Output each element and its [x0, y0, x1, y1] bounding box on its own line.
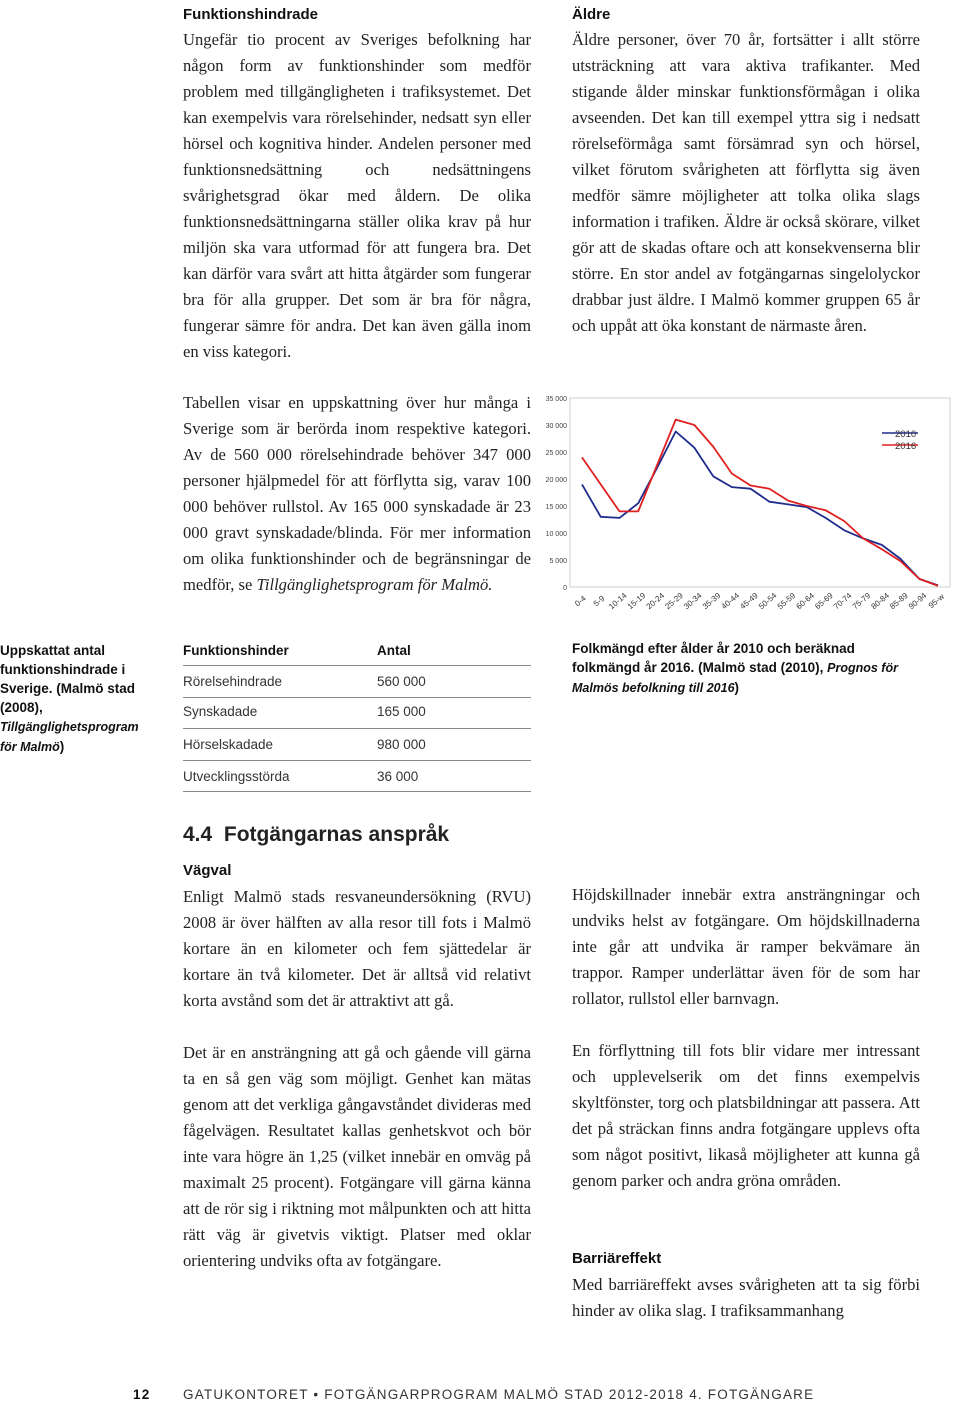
series-line-2010	[582, 432, 938, 586]
funktionshinder-table	[183, 640, 531, 795]
section-title-text: Fotgängarnas anspråk	[223, 823, 450, 846]
vagval-heading: Vägval	[183, 862, 232, 879]
x-tick-label: 0-4	[573, 593, 588, 609]
chart-caption-bold: Folkmängd efter ålder år 2010 och beräknad folkmängd år 2016.	[572, 641, 855, 675]
footer-org: GATUKONTORET	[183, 1387, 309, 1402]
table-divider	[183, 760, 531, 761]
table-divider	[183, 728, 531, 729]
x-tick-label: 20-24	[644, 591, 667, 612]
y-tick-label: 25 000	[545, 450, 567, 457]
table-cell-count: 980 000	[377, 737, 426, 752]
x-tick-label: 90-94	[906, 591, 929, 612]
barriar-text	[572, 1272, 920, 1324]
vagval-paragraph-1: Enligt Malmö stads resvaneundersökning (RVU) 2008 är över hälften av alla resor till fots i Malmö kortare än en kilometer och fem sjättedelar är kortare än två kilometer. Det är alltså vid relativt korta avstånd som det är attraktivt att gå.	[183, 887, 531, 1010]
section-title	[183, 823, 449, 847]
y-tick-label: 10 000	[545, 531, 567, 538]
table-cell-count: 36 000	[377, 769, 419, 784]
population-chart	[540, 380, 960, 630]
forflyttning-paragraph: En förflyttning till fots blir vidare mer intressant och upplevelserik om det finns exempelvis skyltfönster, torg och platsbildningar att passera. Att det på sträckan finns andra fotgängare upplevs ofta som något positivt, likaså möjligheter att kunna gå genom parker och andra gröna områden.	[572, 1041, 920, 1190]
x-tick-label: 15-19	[625, 591, 648, 612]
aldre-text	[572, 27, 920, 339]
x-tick-label: 50-54	[757, 591, 779, 612]
table-cell-category: Synskadade	[183, 704, 258, 719]
funktionshindrade-paragraph: Ungefär tio procent av Sveriges befolkning har någon form av funktionshinder som medför problem med tillgängligheten i trafiksystemet. Det kan exempelvis vara rörelsehinder, nedsatt syn eller hörsel och kognitiva hinder. Andelen personer med funktionsnedsättning och nedsättningens svårighetsgrad ökar med åldern. De olika funktionsnedsättningarna ställer olika krav på hur miljön ska vara utformad för att fungera bra. Det kan därför vara svårt att hitta åtgärder som fungerar bra för alla grupper. Det som är bra för några, fungerar sämre för andra. Det kan även gälla inom en viss kategori.	[183, 30, 531, 361]
hojdskillnader-text	[572, 882, 920, 1194]
x-tick-label: 85-89	[888, 591, 910, 612]
footer-title: FOTGÄNGARPROGRAM MALMÖ STAD 2012-2018 4. FOTGÄNGARE	[324, 1387, 815, 1402]
plot-area	[570, 398, 950, 587]
y-tick-label: 20 000	[545, 477, 567, 484]
table-divider	[183, 697, 531, 698]
y-tick-label: 30 000	[545, 423, 567, 430]
legend-label-2016: 2016	[895, 441, 917, 452]
chart-caption-italic: Prognos för Malmös befolkning till 2016	[572, 661, 898, 695]
x-tick-label: 55-59	[775, 591, 798, 612]
page-number: 12	[133, 1387, 151, 1402]
y-tick-label: 15 000	[545, 504, 567, 511]
section-number: 4.4	[183, 823, 213, 846]
chart-caption-end: )	[734, 680, 740, 695]
table-cell-category: Utvecklingsstörda	[183, 769, 290, 784]
y-axis	[546, 396, 568, 592]
table-cell-category: Hörselskadade	[183, 737, 274, 752]
table-cell-count: 560 000	[377, 674, 426, 689]
footer-bullet: •	[313, 1387, 320, 1402]
x-tick-label: 60-64	[794, 591, 816, 612]
table-divider	[183, 791, 531, 792]
table-caption-end: )	[59, 739, 65, 754]
x-tick-label: 75-79	[850, 591, 873, 612]
chart-caption-source: (Malmö stad (2010),	[698, 660, 824, 675]
barriar-heading: Barriäreffekt	[572, 1250, 662, 1267]
table-intro-paragraph	[183, 390, 531, 598]
x-tick-label: 5-9	[591, 593, 607, 609]
x-tick-label: 95-w	[926, 592, 946, 611]
barriar-paragraph: Med barriäreffekt avses svårigheten att ta sig förbi hinder av olika slag. I trafiksammanhang	[572, 1275, 920, 1320]
x-tick-label: 30-34	[682, 591, 704, 612]
funktionshindrade-heading: Funktionshindrade	[183, 6, 318, 23]
x-tick-label: 80-84	[869, 591, 891, 612]
aldre-paragraph: Äldre personer, över 70 år, fortsätter i allt större utsträckning att vara aktiva trafikanter. Med stigande ålder minskar funktionsförmågan i olika avseenden. Det kan till exempel yttra sig i nedsatt rörelseförmåga samt försämrad syn och hörsel, vilket förutom svårigheten att förflytta sig även medför sämre möjligheter att tolka olika slags information i trafiken. Äldre är också skörare, vilket gör att de skadas oftare och att konsekvenserna blir större. En stor andel av fotgängarnas singelolyckor drabbar just äldre. I Malmö kommer gruppen 65 år och uppåt att öka konstant de närmaste åren.	[572, 30, 920, 335]
table-intro-text: Tabellen visar en uppskattning över hur många i Sverige som är berörda inom respektive kategori. Av de 560 000 rörelsehindrade behöver 347 000 personer hjälpmedel för att förflytta sig, varav 100 000 behöver rullstol. Av 165 000 synskadade är 23 000 gravt synskadade/blinda. För mer information om olika funktionshinder och de begränsningar de medför, se	[183, 393, 531, 594]
x-tick-label: 35-39	[700, 591, 723, 612]
y-tick-label: 35 000	[545, 396, 567, 403]
table-caption	[0, 641, 140, 757]
table-intro	[183, 390, 531, 598]
tillganglighetsprogram-link[interactable]: Tillgänglighetsprogram för Malmö.	[256, 575, 493, 594]
x-tick-label: 10-14	[607, 591, 629, 612]
chart-caption	[572, 639, 912, 698]
table-header-funktionshinder: Funktionshinder	[183, 643, 289, 658]
funktionshindrade-text	[183, 27, 531, 365]
x-axis	[573, 591, 946, 611]
legend-label-2010: 2010	[895, 429, 917, 440]
vagval-text	[183, 884, 531, 1274]
footer-text	[183, 1387, 814, 1402]
y-tick-label: 5 000	[549, 558, 567, 565]
aldre-heading: Äldre	[572, 6, 611, 23]
table-caption-source: (Malmö stad (2008),	[0, 681, 136, 715]
hojdskillnader-paragraph: Höjdskillnader innebär extra ansträngningar och undviks helst av fotgängare. Om höjdskillnaderna inte går att undvika är ramper bekvämare än trappor. Ramper underlättar även för de som har rollator, rullstol eller barnvagn.	[572, 885, 920, 1008]
x-tick-label: 70-74	[831, 591, 854, 612]
x-tick-label: 40-44	[719, 591, 742, 612]
table-divider	[183, 665, 531, 666]
chart-legend	[882, 429, 918, 452]
x-tick-label: 65-69	[813, 591, 835, 612]
x-tick-label: 25-29	[663, 591, 685, 612]
table-header-antal: Antal	[377, 643, 411, 658]
table-caption-bold: Uppskattat antal funktionshindrade i Sverige.	[0, 643, 126, 696]
y-tick-label: 0	[563, 585, 567, 592]
vagval-paragraph-2: Det är en ansträngning att gå och gående vill gärna ta en så gen väg som möjligt. Genhet kan mätas genom att det verkliga gångavståndet divideras med fågelvägen. Resultatet kallas genhetskvot och bör inte vara högre än 1,25 (vilket innebär en omväg på maximalt 25 procent). Fotgängare vill gärna känna att de rör sig i riktning mot målpunkten och att hitta rätt väg är givetvis viktigt. Platser med oklar orientering undviks ofta av fotgängare.	[183, 1043, 531, 1270]
table-caption-italic: Tillgänglighetsprogram för Malmö	[0, 720, 139, 754]
table-cell-count: 165 000	[377, 704, 426, 719]
table-cell-category: Rörelsehindrade	[183, 674, 283, 689]
x-tick-label: 45-49	[738, 591, 760, 612]
